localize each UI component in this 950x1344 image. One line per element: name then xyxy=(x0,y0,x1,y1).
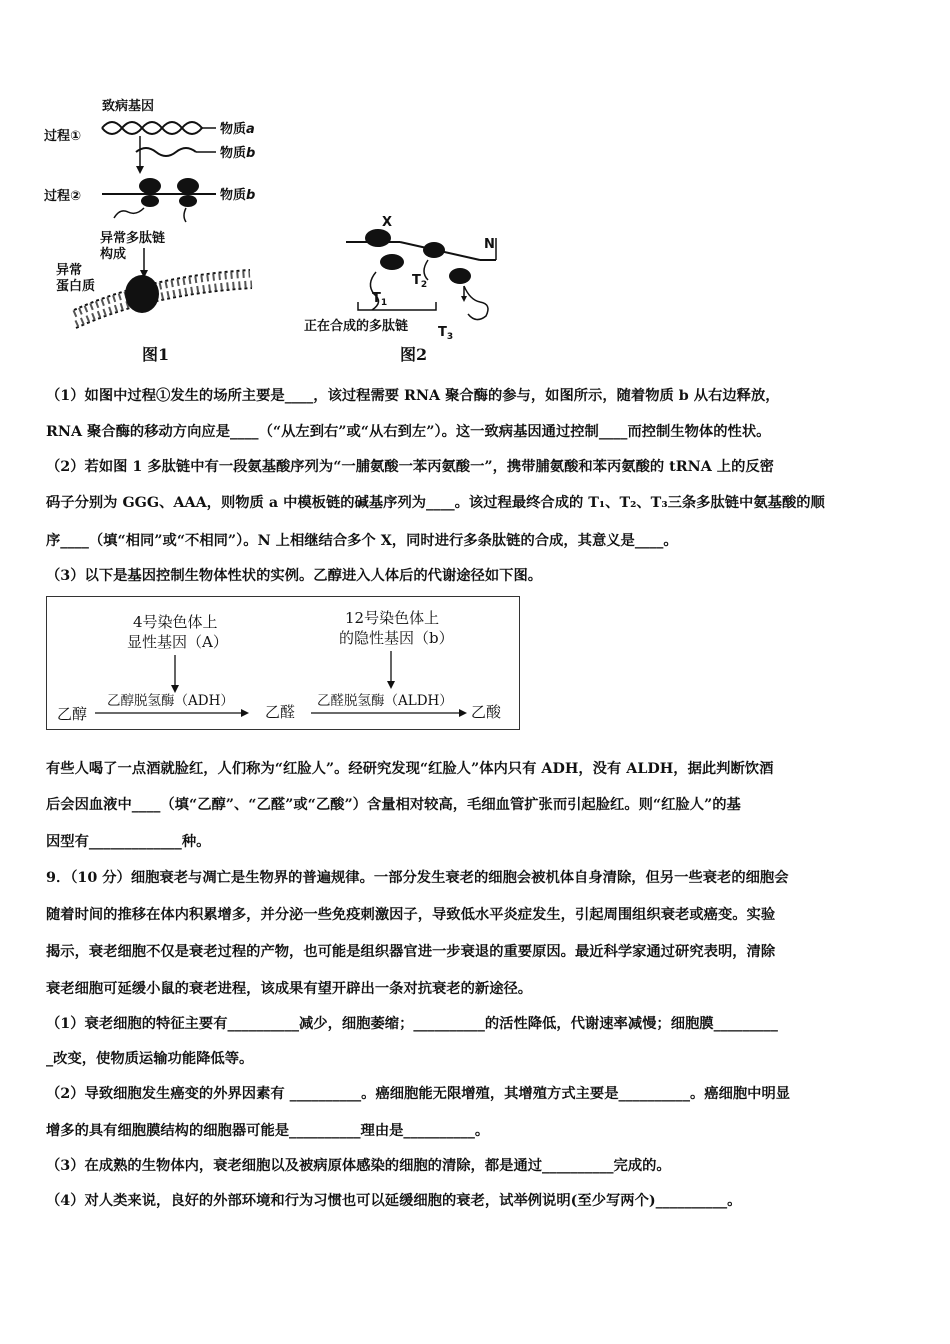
figure1-caption: 图1 xyxy=(142,345,170,364)
acetic-acid-label: 乙酸 xyxy=(471,703,502,721)
ribosome-large-1 xyxy=(139,178,161,194)
fig1-abnormal-peptide-label: 异常多肽链 xyxy=(100,231,166,246)
membrane-top xyxy=(74,270,250,310)
adh-label: 乙醇脱氢酶（ADH） xyxy=(107,693,234,709)
q9-line-5: （1）衰老细胞的特征主要有__________减少，细胞萎缩；__________的活性降低，代谢速率减慢；细胞膜_________ xyxy=(46,1016,778,1032)
mrna-strand xyxy=(136,148,196,156)
q9-line-7: （2）导致细胞发生癌变的外界因素有 __________。癌细胞能无限增殖，其增殖方式主要是__________。癌细胞中明显 xyxy=(46,1086,791,1102)
q8-line-3: （2）若如图 1 多肽链中有一段氨基酸序列为“一脯氨酸一苯丙氨酸一”，携带脯氨酸和苯丙氨酸的 tRNA 上的反密 xyxy=(46,459,774,475)
ribosome-small-1 xyxy=(141,195,159,207)
q8-line-9: 因型有_____________种。 xyxy=(46,834,211,850)
membrane-bottom xyxy=(76,288,252,328)
fig2-t3-label: $T_3$ xyxy=(438,325,454,342)
q9-line-10: （4）对人类来说，良好的外部环境和行为习惯也可以延缓细胞的衰老，试举例说明(至少写两个)__________。 xyxy=(46,1193,742,1209)
ethanol-pathway-diagram xyxy=(46,596,520,730)
fig2-ribosome-1-small xyxy=(380,254,404,270)
fig2-peptide-2 xyxy=(424,260,428,280)
figure2 xyxy=(304,215,496,364)
q8-line-2: RNA 聚合酶的移动方向应是____（“从左到右”或“从右到左”）。这一致病基因通过控制____而控制生物体的性状。 xyxy=(46,424,771,440)
q9-line-3: 揭示，衰老细胞不仅是衰老过程的产物，也可能是组织器官进一步衰退的重要原因。最近科学家通过研究表明，清除 xyxy=(46,944,776,960)
fig1-substance-b-label-2: 物质b xyxy=(220,188,256,203)
arrowhead-gene-a xyxy=(171,685,179,693)
gene-a-line1: 4号染色体上 xyxy=(133,613,218,631)
figure-area xyxy=(40,88,520,378)
fig2-x-label: X xyxy=(382,215,393,230)
fig1-constitute-label: 构成 xyxy=(100,247,127,262)
arrowhead-adh xyxy=(241,709,249,717)
fig1-substance-a-label: 物质a xyxy=(220,122,255,137)
arrowhead-1 xyxy=(136,166,144,174)
fig2-peptide-label: 正在合成的多肽链 xyxy=(304,319,409,334)
acetaldehyde-label: 乙醛 xyxy=(265,703,296,721)
figure2-caption: 图2 xyxy=(400,345,428,364)
ribosome-large-2 xyxy=(177,178,199,194)
fig1-gene-label: 致病基因 xyxy=(102,99,155,114)
fig1-substance-b-label: 物质b xyxy=(220,146,256,161)
abnormal-protein-blob xyxy=(125,275,159,313)
fig2-peptide-3 xyxy=(464,286,488,320)
fig1-protein-label: 蛋白质 xyxy=(56,279,96,294)
fig2-t1-label: $T_1$ xyxy=(372,291,388,308)
q8-line-4: 码子分别为 GGG、AAA，则物质 a 中模板链的碱基序列为____。该过程最终合成的 T₁、T₂、T₃三条多肽链中氨基酸的顺 xyxy=(46,495,825,511)
pathway-svg xyxy=(47,597,521,731)
fig1-process2-label: 过程② xyxy=(44,189,82,204)
peptide-chain-2 xyxy=(184,208,186,222)
peptide-chain-1 xyxy=(114,208,144,218)
gene-a-line2: 显性基因（A） xyxy=(127,633,228,651)
gene-b-line2: 的隐性基因（b） xyxy=(339,629,454,647)
q9-line-6: _改变，使物质运输功能降低等。 xyxy=(46,1051,254,1067)
q9-line-8: 增多的具有细胞膜结构的细胞器可能是__________理由是__________。 xyxy=(46,1123,490,1139)
arrowhead-aldh xyxy=(459,709,467,717)
q9-line-1: 9．（10 分）细胞衰老与凋亡是生物界的普遍规律。一部分发生衰老的细胞会被机体自身清除，但另一些衰老的细胞会 xyxy=(46,870,789,886)
fig2-n-label: N xyxy=(484,237,495,252)
q8-line-7: 有些人喝了一点酒就脸红，人们称为“红脸人”。经研究发现“红脸人”体内只有 ADH，没有 ALDH，据此判断饮酒 xyxy=(46,761,774,777)
fig2-bracket xyxy=(358,302,436,310)
q8-line-8: 后会因血液中____（填“乙醇”、“乙醛”或“乙酸”）含量相对较高，毛细血管扩张而引起脸红。则“红脸人”的基 xyxy=(46,797,741,813)
fig1-abnormal-label: 异常 xyxy=(56,263,83,278)
q8-line-6: （3）以下是基因控制生物体性状的实例。乙醇进入人体后的代谢途径如下图。 xyxy=(46,568,543,584)
ethanol-label: 乙醇 xyxy=(57,705,88,723)
aldh-label: 乙醛脱氢酶（ALDH） xyxy=(317,693,453,709)
figures-svg xyxy=(40,88,520,378)
fig2-arrowhead xyxy=(461,296,467,302)
fig2-t2-label: $T_2$ xyxy=(412,273,428,290)
q8-line-1: （1）如图中过程①发生的场所主要是____，该过程需要 RNA 聚合酶的参与，如图所示，随着物质 b 从右边释放， xyxy=(46,388,780,404)
q9-line-4: 衰老细胞可延缓小鼠的衰老进程，该成果有望开辟出一条对抗衰老的新途径。 xyxy=(46,981,533,997)
arrowhead-gene-b xyxy=(387,681,395,689)
figure1 xyxy=(44,98,255,364)
ribosome-small-2 xyxy=(179,195,197,207)
fig2-ribosome-3 xyxy=(449,268,471,284)
fig1-process1-label: 过程① xyxy=(44,129,82,144)
q9-line-2: 随着时间的推移在体内积累增多，并分泌一些免疫刺激因子，导致低水平炎症发生，引起周围组织衰老或癌变。实验 xyxy=(46,907,776,923)
q9-line-9: （3）在成熟的生物体内，衰老细胞以及被病原体感染的细胞的清除，都是通过__________完成的。 xyxy=(46,1158,671,1174)
q8-line-5: 序____（填“相同”或“不相同”）。N 上相继结合多个 X，同时进行多条肽链的合成，其意义是____。 xyxy=(46,533,678,549)
fig2-ribosome-1 xyxy=(365,229,391,247)
gene-b-line1: 12号染色体上 xyxy=(345,609,440,627)
fig2-ribosome-2 xyxy=(423,242,445,258)
